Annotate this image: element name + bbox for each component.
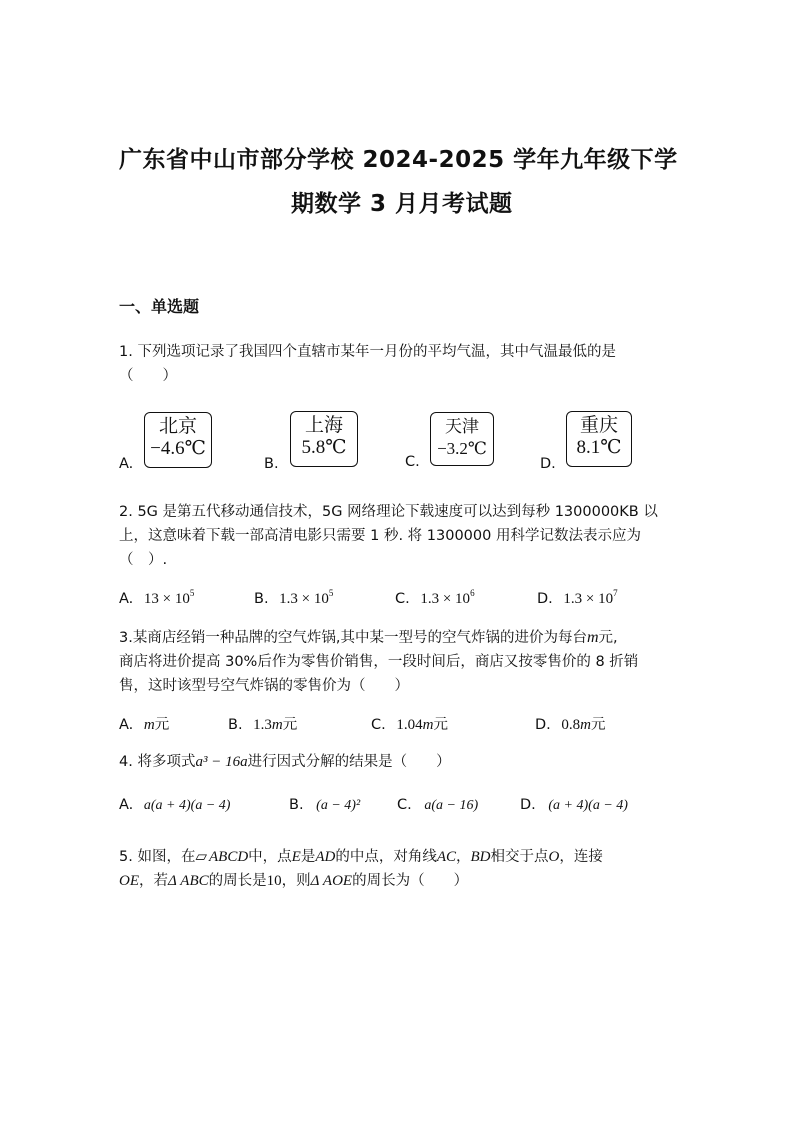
q1-option-a-city: 北京 [158,416,197,437]
q2-option-c-exp: 6 [470,588,475,598]
q3-text-line1-a: 3.某商店经销一种品牌的空气炸锅,其中某一型号的空气炸锅的进价为每台 [119,630,587,646]
q2-text-line3: （ ）. [119,552,168,568]
q5-oe: OE [119,873,139,889]
q2-option-d-base: 1.3 × 10 [563,591,614,607]
q3-option-d-unit: 元 [590,717,606,733]
q4-option-c-expr: a(a − 16) [424,798,479,813]
q1-option-c-temp: −3.2℃ [437,439,487,458]
q5-o: O [548,849,560,865]
q3-option-d-var: m [580,717,591,733]
q5-l1-sep: ， [456,849,471,865]
q4-suffix: 进行因式分解的结果是（ ） [247,754,451,770]
q3-option-d-coef: 0.8 [561,717,581,733]
q3-option-a-unit: 元 [154,717,170,733]
q1-text-line2: （ ） [119,368,177,384]
q2-option-b-base: 1.3 × 10 [279,591,329,607]
q3-option-d-letter: D. [535,717,551,733]
q5-text-line2 [119,869,468,893]
q4-option-b [289,797,360,814]
q5-bd: BD [470,849,491,865]
q2-option-a-letter: A. [119,591,134,607]
q3-text-line1 [119,626,618,650]
q5-text-line1 [119,845,603,869]
q1-option-a-sign [144,412,212,468]
q1-option-b-city: 上海 [304,415,343,436]
q4-option-a [119,797,230,814]
q4-option-a-letter: A. [119,797,134,813]
q3-option-c-coef: 1.04 [396,717,423,733]
q3-option-b [228,713,297,734]
q3-option-a-var: m [143,717,155,733]
page-title-line2: 期数学 3 月月考试题 [291,191,513,217]
q4-option-d [520,797,628,814]
q4-option-c [397,797,478,814]
q1-option-c-letter: C. [405,454,420,470]
q2-option-b-letter: B. [254,591,269,607]
q4-option-d-letter: D. [520,797,536,813]
q5-l1-d: 的中点，对角线 [335,849,437,865]
q4-text [119,750,451,774]
q5-triangle-aoe: Δ AOE [310,873,353,889]
q5-ac: AC [436,849,457,865]
q5-l1-g: ，连接 [559,849,603,865]
q4-option-a-expr: a(a + 4)(a − 4) [143,798,231,813]
q5-l1-b: 中，点 [248,849,292,865]
q2-option-a [119,588,194,608]
q3-option-c-letter: C. [371,717,386,733]
q1-option-d-city: 重庆 [579,415,618,436]
q3-text-line2: 商店将进价提高 30%后作为零售价销售，一段时间后，商店又按零售价的 8 折销 [119,654,639,670]
q3-option-c [371,713,448,734]
q5-l1-f: 相交于点 [490,849,549,865]
q4-option-b-expr: (a − 4)² [316,798,361,813]
q1-option-d-sign [566,411,632,467]
q3-text-line1-b: 元, [598,630,618,646]
q3-text-line3: 售，这时该型号空气炸锅的零售价为（ ） [119,678,409,694]
q3-option-a [119,713,169,734]
q5-abcd: ABCD [209,849,249,865]
q2-option-c-base: 1.3 × 10 [420,591,471,607]
q4-expression: a³ − 16a [195,754,248,770]
q5-ad: AD [315,849,336,865]
q2-option-a-exp: 5 [189,588,195,598]
q1-option-d-letter: D. [540,456,556,472]
q3-option-b-unit: 元 [282,717,298,733]
q3-option-d [535,713,605,734]
q4-prefix: 4. 将多项式 [119,754,196,770]
q2-option-c [395,588,475,608]
q1-option-c-city: 天津 [445,417,479,436]
q2-option-b-exp: 5 [328,588,334,598]
q2-option-d-exp: 7 [613,588,618,598]
q3-option-c-var: m [422,717,434,733]
q3-option-b-letter: B. [228,717,243,733]
q1-text-line1: 1. 下列选项记录了我国四个直辖市某年一月份的平均气温，其中气温最低的是 [119,344,616,360]
q2-text-line2: 上，这意味着下载一部高清电影只需要 1 秒. 将 1300000 用科学记数法表示应为 [119,528,641,544]
q1-option-c-sign [430,412,494,466]
q1-option-b-letter: B. [264,456,279,472]
q2-option-c-letter: C. [395,591,410,607]
q5-l2-c: ，则 [281,873,311,889]
q1-option-b-temp: 5.8℃ [301,437,347,458]
q5-l2-d: 的周长为（ ） [352,873,469,889]
q5-l2-b: 的周长是 [208,873,267,889]
section-heading: 一、单选题 [119,297,200,316]
q3-var-m: m [586,629,599,646]
page-title-line1: 广东省中山市部分学校 2024-2025 学年九年级下学 [119,147,678,173]
q5-triangle-abc: Δ ABC [168,873,209,889]
q2-option-b [254,588,333,608]
q3-option-b-var: m [271,717,283,733]
q3-option-c-unit: 元 [433,717,448,733]
q2-option-a-base: 13 × 10 [143,591,190,607]
q1-option-b-sign [290,411,358,467]
q5-e: E [291,849,301,865]
q1-option-d-temp: 8.1℃ [576,437,622,458]
q1-option-a-letter: A. [119,456,134,472]
q4-option-b-letter: B. [289,797,304,813]
q2-text-line1: 2. 5G 是第五代移动通信技术，5G 网络理论下载速度可以达到每秒 1300000KB 以 [119,504,658,520]
q5-l1-c: 是 [300,849,316,865]
q2-option-d [537,588,618,608]
q2-option-d-letter: D. [537,591,553,607]
q5-l1-a: 5. 如图，在 [119,849,196,865]
q4-option-d-expr: (a + 4)(a − 4) [548,798,628,813]
q5-perimeter-value: 10 [266,873,282,889]
q3-option-b-coef: 1.3 [253,717,272,733]
q4-option-c-letter: C. [397,797,412,813]
q5-l2-a: ，若 [139,873,168,889]
parallelogram-icon: ▱ [195,849,207,865]
q3-option-a-letter: A. [119,717,134,733]
q1-option-a-temp: −4.6℃ [150,438,206,459]
